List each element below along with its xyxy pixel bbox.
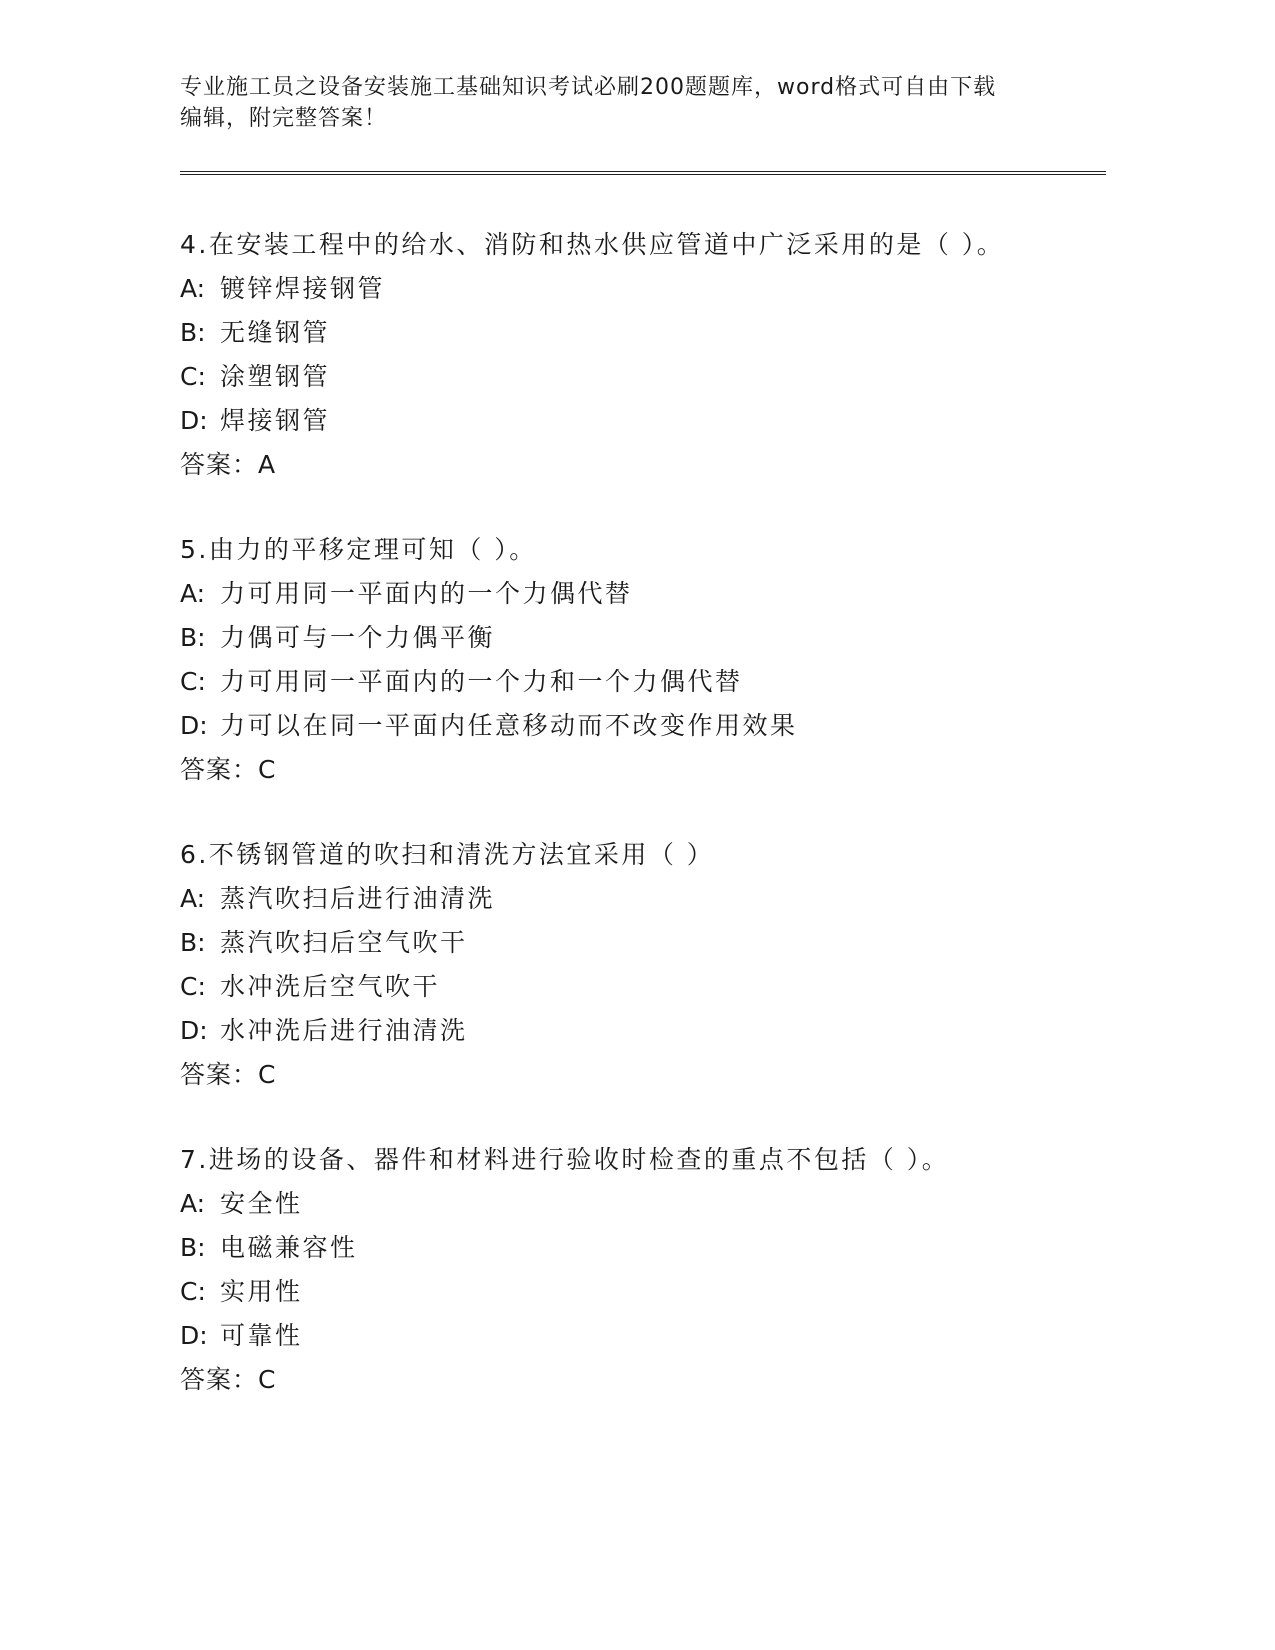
- option-text: 力可用同一平面内的一个力偶代替: [220, 579, 633, 608]
- option-text: 无缝钢管: [220, 318, 331, 347]
- option-text: 蒸汽吹扫后空气吹干: [220, 928, 468, 957]
- question-stem: 7.进场的设备、器件和材料进行验收时检查的重点不包括（ ）。: [180, 1145, 950, 1174]
- option-text: 镀锌焊接钢管: [220, 274, 386, 303]
- option-a: [180, 1182, 1100, 1226]
- header-line-2: 编辑，附完整答案！: [180, 106, 388, 131]
- option-c: [180, 660, 1100, 704]
- option-letter: C:: [180, 362, 206, 391]
- option-c: [180, 355, 1100, 399]
- option-b: [180, 311, 1100, 355]
- option-letter: B:: [180, 1233, 206, 1262]
- header-divider: [180, 171, 1106, 175]
- option-a: [180, 877, 1100, 921]
- answer-line: 答案：A: [180, 450, 277, 479]
- option-text: 焊接钢管: [220, 406, 331, 435]
- option-b: [180, 616, 1100, 660]
- question-block: [180, 223, 1100, 487]
- option-c: [180, 1270, 1100, 1314]
- option-d: [180, 704, 1100, 748]
- option-letter: A:: [180, 274, 206, 303]
- option-a: [180, 572, 1100, 616]
- option-letter: A:: [180, 884, 206, 913]
- question-block: [180, 1138, 1100, 1402]
- option-text: 电磁兼容性: [220, 1233, 358, 1262]
- option-letter: D:: [180, 711, 208, 740]
- option-c: [180, 965, 1100, 1009]
- option-d: [180, 1009, 1100, 1053]
- option-d: [180, 1314, 1100, 1358]
- option-text: 可靠性: [220, 1321, 303, 1350]
- option-letter: C:: [180, 972, 206, 1001]
- answer-line: 答案：C: [180, 1060, 277, 1089]
- option-text: 涂塑钢管: [220, 362, 331, 391]
- option-b: [180, 921, 1100, 965]
- answer-line: 答案：C: [180, 1365, 277, 1394]
- option-letter: B:: [180, 318, 206, 347]
- question-block: [180, 528, 1100, 792]
- option-letter: D:: [180, 1016, 208, 1045]
- option-text: 力可以在同一平面内任意移动而不改变作用效果: [220, 711, 798, 740]
- question-stem: 5.由力的平移定理可知（ ）。: [180, 535, 537, 564]
- question-stem: 6.不锈钢管道的吹扫和清洗方法宜采用（ ）: [180, 840, 715, 869]
- option-text: 蒸汽吹扫后进行油清洗: [220, 884, 496, 913]
- option-b: [180, 1226, 1100, 1270]
- question-block: [180, 833, 1100, 1097]
- question-stem: 4.在安装工程中的给水、消防和热水供应管道中广泛采用的是（ ）。: [180, 230, 1005, 259]
- option-a: [180, 267, 1100, 311]
- option-letter: D:: [180, 406, 208, 435]
- option-letter: C:: [180, 1277, 206, 1306]
- option-letter: A:: [180, 579, 206, 608]
- answer-line: 答案：C: [180, 755, 277, 784]
- page-header: [180, 72, 1040, 134]
- option-letter: B:: [180, 623, 206, 652]
- header-line-1: 专业施工员之设备安装施工基础知识考试必刷200题题库，word格式可自由下载: [180, 75, 997, 100]
- option-text: 力偶可与一个力偶平衡: [220, 623, 496, 652]
- option-text: 安全性: [220, 1189, 303, 1218]
- option-d: [180, 399, 1100, 443]
- option-letter: B:: [180, 928, 206, 957]
- option-letter: C:: [180, 667, 206, 696]
- option-letter: A:: [180, 1189, 206, 1218]
- option-text: 水冲洗后空气吹干: [220, 972, 441, 1001]
- option-text: 实用性: [220, 1277, 303, 1306]
- option-text: 力可用同一平面内的一个力和一个力偶代替: [220, 667, 743, 696]
- option-text: 水冲洗后进行油清洗: [220, 1016, 468, 1045]
- option-letter: D:: [180, 1321, 208, 1350]
